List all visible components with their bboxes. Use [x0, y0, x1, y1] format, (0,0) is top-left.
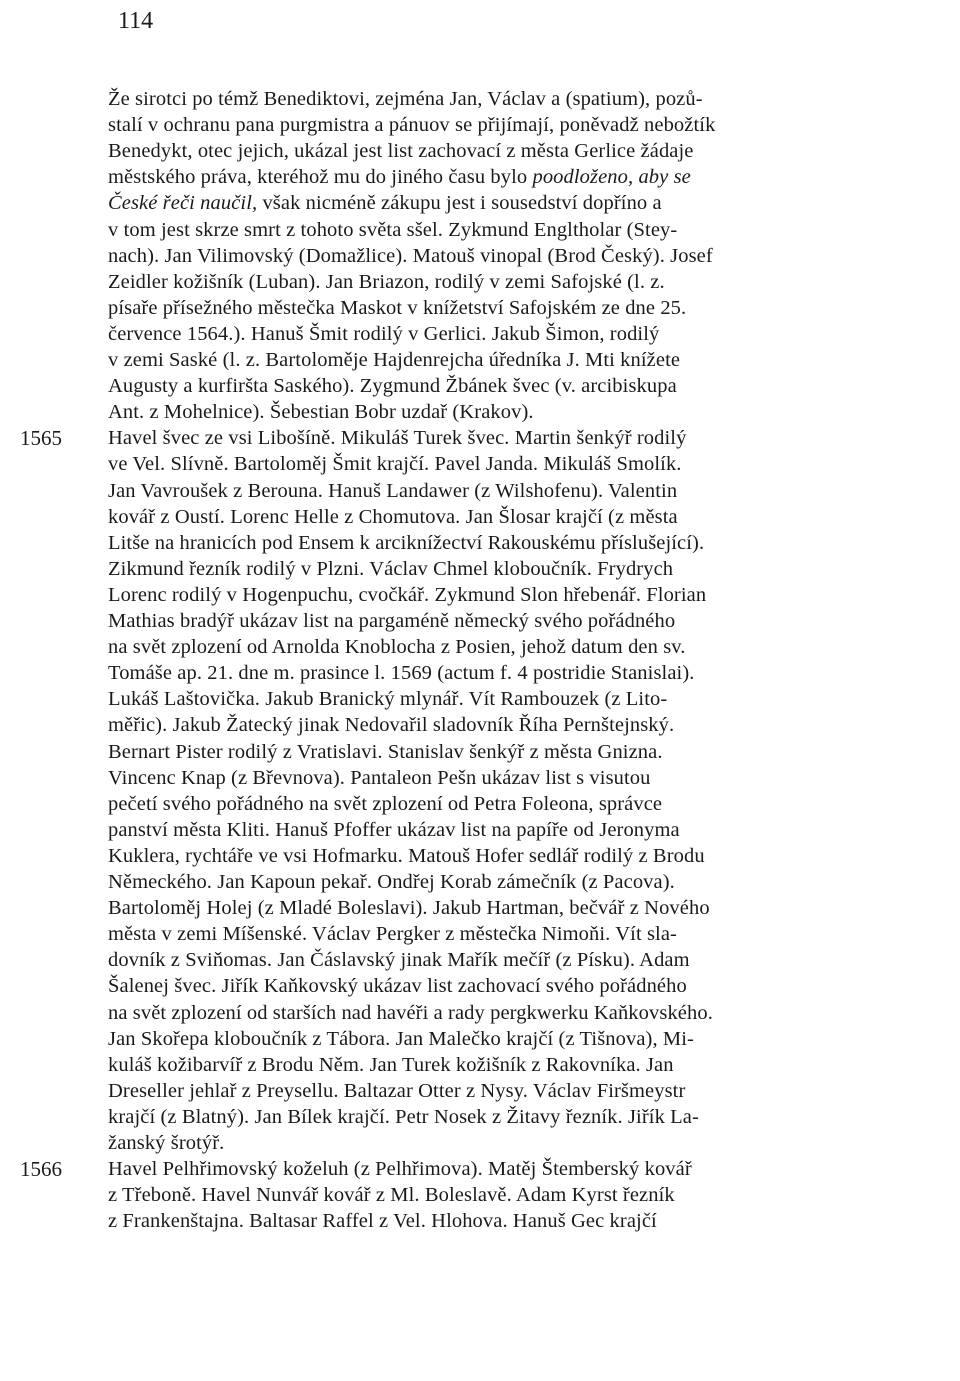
line-text: stalí v ochranu pana purgmistra a pánuov se přijímají, poněvadž nebožtík [108, 114, 716, 137]
text-line [108, 321, 938, 347]
line-text: Dreseller jehlař z Preysellu. Baltazar Otter z Nysy. Václav Firšmeystr [108, 1079, 686, 1102]
line-text: Ant. z Mohelnice). Šebestian Bobr uzdař (Krakov). [108, 401, 534, 424]
line-text: žanský šrotýř. [108, 1132, 225, 1154]
line-text: nach). Jan Vilimovský (Domažlice). Matouš vinopal (Brod Český). Josef [108, 244, 713, 267]
text-line [108, 217, 938, 243]
text-line [108, 164, 938, 190]
line-text: z Frankenštajna. Baltasar Raffel z Vel. Hlohova. Hanuš Gec krajčí [108, 1210, 657, 1233]
line-text: v tom jest skrze smrt z tohoto světa sšel. Zykmund Engltholar (Stey- [108, 218, 678, 241]
line-text: Tomáše ap. 21. dne m. prasince l. 1569 (actum f. 4 postridie Stanislai). [108, 662, 695, 685]
text-line [108, 843, 938, 869]
text-line [108, 138, 938, 164]
line-text: Kuklera, rychtáře ve vsi Hofmarku. Matouš Hofer sedlář rodilý z Brodu [108, 844, 705, 867]
text-line [108, 530, 938, 556]
line-text: Havel švec ze vsi Libošíně. Mikuláš Turek švec. Martin šenkýř rodilý [108, 427, 687, 450]
line-text: Mathias bradýř ukázav list na pargaméně německý svého pořádného [108, 610, 676, 632]
line-text: Německého. Jan Kapoun pekař. Ondřej Korab zámečník (z Pacova). [108, 871, 675, 893]
line-text: ve Vel. Slívně. Bartoloměj Šmit krajčí. Pavel Janda. Mikuláš Smolík. [108, 453, 682, 476]
text-line [108, 686, 938, 712]
text-line [108, 895, 938, 921]
line-text: Bartoloměj Holej (z Mladé Boleslavi). Jakub Hartman, bečvář z Nového [108, 897, 710, 920]
text-line [108, 1208, 938, 1234]
text-line [108, 608, 938, 634]
line-text: měřic). Jakub Žatecký jinak Nedovařil sladovník Říha Pernštejnský. [108, 714, 675, 737]
line-text: kovář z Oustí. Lorenc Helle z Chomutova. Jan Šlosar krajčí (z města [108, 505, 678, 528]
text-line [108, 582, 938, 608]
line-text: Havel Pelhřimovský koželuh (z Pelhřimova). Matěj Štemberský kovář [108, 1158, 692, 1181]
line-text: Lukáš Laštovička. Jakub Branický mlynář. Vít Rambouzek (z Lito- [108, 688, 668, 711]
line-text: Benedykt, otec jejich, ukázal jest list zachovací z města Gerlice žádaje [108, 140, 694, 163]
line-text: písaře přísežného městečka Maskot v knížetství Safojském ze dne 25. [108, 296, 687, 319]
text-line [108, 373, 938, 399]
text-line [108, 243, 938, 269]
line-text: Zeidler kožišník (Luban). Jan Briazon, rodilý v zemi Safojské (l. z. [108, 270, 665, 293]
text-line [108, 660, 938, 686]
line-text: panství města Kliti. Hanuš Pfoffer ukázav list na papíře od Jeronyma [108, 818, 680, 841]
text-line [108, 1078, 938, 1104]
text-line [108, 1000, 938, 1026]
text-line [108, 556, 938, 582]
text-line [108, 634, 938, 660]
line-text: Zikmund řezník rodilý v Plzni. Václav Chmel kloboučník. Frydrych [108, 557, 674, 580]
line-text: však nicméně zákupu jest i sousedství dopříno a [257, 192, 662, 215]
italic-text: poodloženo, aby se [532, 166, 691, 189]
text-line [108, 791, 938, 817]
text-line [108, 973, 938, 999]
text-line [108, 425, 938, 451]
text-line [108, 817, 938, 843]
text-line [108, 1156, 938, 1182]
line-text: z Třeboně. Havel Nunvář kovář z Ml. Boleslavě. Adam Kyrst řezník [108, 1184, 675, 1207]
text-line [108, 1026, 938, 1052]
text-line [108, 451, 938, 477]
text-line [108, 399, 938, 425]
line-text: Augusty a kurfiršta Saského). Zygmund Žbánek švec (v. arcibiskupa [108, 375, 677, 398]
line-text: Jan Skořepa kloboučník z Tábora. Jan Malečko krajčí (z Tišnova), Mi- [108, 1027, 694, 1050]
text-line [108, 1052, 938, 1078]
margin-year: 1566 [20, 1157, 62, 1182]
margin-year: 1565 [20, 426, 62, 451]
text-line [108, 478, 938, 504]
text-line [108, 112, 938, 138]
line-text: Šalenej švec. Jiřík Kaňkovský ukázav list zachovací svého pořádného [108, 975, 687, 998]
line-text: Bernart Pister rodilý z Vratislavi. Stanislav šenkýř z města Gnizna. [108, 740, 663, 763]
text-line [108, 295, 938, 321]
line-text: města v zemi Míšenské. Václav Pergker z městečka Nimoňi. Vít sla- [108, 923, 677, 946]
line-text: v zemi Saské (l. z. Bartoloměje Hajdenrejcha úředníka J. Mti knížete [108, 349, 681, 371]
text-line [108, 1104, 938, 1130]
text-line [108, 739, 938, 765]
text-line [108, 504, 938, 530]
text-line [108, 190, 938, 216]
italic-text: České řeči naučil, [108, 192, 258, 215]
line-text: pečetí svého pořádného na svět zplození od Petra Foleona, správce [108, 792, 663, 815]
text-line [108, 347, 938, 373]
line-text: kuláš kožibarvíř z Brodu Něm. Jan Turek kožišník z Rakovníka. Jan [108, 1053, 674, 1076]
line-text: Že sirotci po témž Benediktovi, zejména Jan, Václav a (spatium), pozů- [108, 88, 703, 110]
text-line [108, 269, 938, 295]
line-text: července 1564.). Hanuš Šmit rodilý v Gerlici. Jakub Šimon, rodilý [108, 322, 660, 345]
page-number: 114 [118, 8, 154, 34]
line-text: na svět zplození od starších nad havéři a rady pergkwerku Kaňkovského. [108, 1001, 713, 1024]
line-text: krajčí (z Blatný). Jan Bílek krajčí. Petr Nosek z Žitavy řezník. Jiřík La- [108, 1105, 699, 1128]
text-line [108, 712, 938, 738]
line-text: na svět zplození od Arnolda Knoblocha z Posien, jehož datum den sv. [108, 636, 686, 659]
line-text: městského práva, kteréhož mu do jiného času bylo [108, 166, 533, 189]
line-text: Lorenc rodilý v Hogenpuchu, cvočkář. Zykmund Slon hřebenář. Florian [108, 583, 707, 606]
text-line [108, 947, 938, 973]
line-text: Vincenc Knap (z Břevnova). Pantaleon Pešn ukázav list s visutou [108, 766, 651, 789]
text-line [108, 1182, 938, 1208]
text-line [108, 86, 938, 112]
text-line [108, 1130, 938, 1156]
line-text: Litše na hranicích pod Ensem k arciknížectví Rakouskému příslušející). [108, 531, 705, 554]
text-line [108, 921, 938, 947]
line-text: Jan Vavroušek z Berouna. Hanuš Landawer (z Wilshofenu). Valentin [108, 479, 678, 502]
text-line [108, 765, 938, 791]
line-text: dovník z Sviňomas. Jan Čáslavský jinak Mařík mečíř (z Písku). Adam [108, 949, 690, 972]
text-line [108, 869, 938, 895]
